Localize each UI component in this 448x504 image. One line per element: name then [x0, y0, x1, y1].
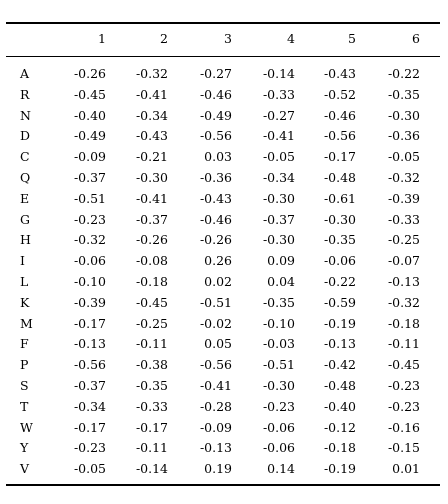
- row-label: F: [20, 336, 29, 352]
- table-row: [6, 420, 440, 441]
- table-cell: -0.38: [135, 357, 168, 373]
- table-cell: -0.42: [323, 357, 356, 373]
- table-cell: -0.26: [73, 66, 106, 81]
- table-cell: -0.43: [135, 128, 168, 144]
- table-row: [6, 108, 440, 129]
- row-label: W: [20, 419, 33, 435]
- row-label: Y: [20, 440, 29, 456]
- table-cell: -0.05: [387, 149, 420, 165]
- table-cell: 0.05: [204, 336, 232, 352]
- row-label: G: [20, 211, 30, 227]
- table-cell: -0.51: [199, 294, 232, 310]
- table-row: [6, 232, 440, 253]
- table-cell: -0.36: [199, 169, 232, 185]
- table-cell: -0.09: [199, 419, 232, 435]
- column-header: 1: [98, 31, 106, 46]
- table-cell: -0.23: [73, 211, 106, 227]
- table-cell: -0.12: [323, 419, 356, 435]
- table-cell: -0.27: [262, 107, 295, 123]
- table-cell: -0.51: [73, 190, 106, 206]
- table-row: [6, 461, 440, 482]
- table-cell: -0.56: [73, 357, 106, 373]
- table-cell: -0.27: [199, 66, 232, 81]
- row-label: D: [20, 128, 31, 144]
- table-row: [6, 253, 440, 274]
- table-cell: 0.02: [204, 273, 232, 289]
- table-cell: 0.19: [204, 461, 232, 477]
- table-cell: -0.14: [135, 461, 168, 477]
- column-header: 5: [348, 31, 356, 46]
- table-cell: -0.06: [73, 253, 106, 269]
- table-cell: -0.30: [262, 377, 295, 393]
- row-label: E: [20, 190, 30, 206]
- column-header: 6: [412, 31, 420, 46]
- table-cell: -0.26: [135, 232, 168, 248]
- row-label: L: [20, 273, 29, 289]
- row-label: P: [20, 357, 29, 373]
- table-cell: -0.09: [73, 149, 106, 165]
- header-rule: [6, 56, 440, 57]
- table-cell: -0.49: [73, 128, 106, 144]
- table-row: [6, 378, 440, 399]
- table-cell: -0.10: [262, 315, 295, 331]
- table-cell: -0.33: [135, 398, 168, 414]
- table-cell: -0.59: [323, 294, 356, 310]
- table-cell: -0.32: [387, 294, 420, 310]
- table-cell: -0.37: [135, 211, 168, 227]
- table-cell: -0.34: [135, 107, 168, 123]
- table-cell: -0.11: [387, 336, 420, 352]
- table-cell: -0.37: [73, 377, 106, 393]
- table-cell: -0.22: [387, 66, 420, 81]
- table-row: [6, 212, 440, 233]
- table-cell: -0.56: [199, 128, 232, 144]
- table-cell: -0.48: [323, 377, 356, 393]
- table-cell: -0.17: [135, 419, 168, 435]
- table-cell: -0.32: [73, 232, 106, 248]
- table-row: [6, 191, 440, 212]
- row-label: C: [20, 149, 30, 165]
- table-cell: -0.51: [262, 357, 295, 373]
- table-cell: -0.07: [387, 253, 420, 269]
- table-cell: -0.13: [323, 336, 356, 352]
- top-rule: [6, 22, 440, 24]
- table-cell: -0.30: [387, 107, 420, 123]
- table-cell: -0.17: [323, 149, 356, 165]
- table-cell: -0.23: [387, 398, 420, 414]
- table-cell: -0.56: [323, 128, 356, 144]
- table-cell: -0.10: [73, 273, 106, 289]
- table-cell: -0.22: [323, 273, 356, 289]
- row-label: S: [20, 377, 29, 393]
- table-cell: -0.06: [262, 440, 295, 456]
- table-row: [6, 316, 440, 337]
- table-cell: -0.46: [323, 107, 356, 123]
- table-row: [6, 399, 440, 420]
- row-label: M: [20, 315, 33, 331]
- table-cell: -0.13: [73, 336, 106, 352]
- table-cell: -0.23: [73, 440, 106, 456]
- table-cell: -0.13: [387, 273, 420, 289]
- row-label: V: [20, 461, 30, 477]
- table-cell: -0.43: [199, 190, 232, 206]
- table-cell: -0.16: [387, 419, 420, 435]
- table-cell: -0.30: [262, 232, 295, 248]
- table-cell: -0.56: [199, 357, 232, 373]
- table-cell: -0.30: [135, 169, 168, 185]
- table-cell: -0.30: [323, 211, 356, 227]
- table-cell: -0.35: [135, 377, 168, 393]
- table-cell: -0.37: [262, 211, 295, 227]
- table-row: [6, 128, 440, 149]
- table-cell: -0.46: [199, 86, 232, 102]
- table-cell: -0.43: [323, 66, 356, 81]
- table-cell: -0.23: [387, 377, 420, 393]
- table-cell: -0.45: [73, 86, 106, 102]
- table-row: [6, 274, 440, 295]
- table-cell: -0.35: [387, 86, 420, 102]
- table-cell: -0.26: [199, 232, 232, 248]
- table-cell: -0.36: [387, 128, 420, 144]
- column-header: 3: [224, 31, 232, 46]
- table-cell: -0.49: [199, 107, 232, 123]
- table-cell: -0.18: [387, 315, 420, 331]
- table-cell: 0.01: [392, 461, 420, 477]
- table-cell: -0.23: [262, 398, 295, 414]
- table-cell: -0.08: [135, 253, 168, 269]
- table-row: [6, 336, 440, 357]
- table-cell: -0.45: [387, 357, 420, 373]
- table-cell: -0.21: [135, 149, 168, 165]
- table-cell: -0.41: [135, 86, 168, 102]
- table-body: [6, 66, 440, 482]
- table-cell: -0.15: [387, 440, 420, 456]
- table-cell: -0.32: [135, 66, 168, 81]
- table-cell: -0.11: [135, 336, 168, 352]
- column-header: 2: [160, 31, 168, 46]
- row-label: H: [20, 232, 31, 248]
- table-row: [6, 440, 440, 461]
- table-row: [6, 66, 440, 87]
- table-row: [6, 149, 440, 170]
- table-cell: 0.04: [267, 273, 295, 289]
- table-cell: -0.06: [262, 419, 295, 435]
- table-cell: -0.39: [387, 190, 420, 206]
- table-cell: -0.33: [387, 211, 420, 227]
- table-cell: -0.61: [323, 190, 356, 206]
- table-cell: -0.46: [199, 211, 232, 227]
- table-row: [6, 87, 440, 108]
- header-row: [6, 31, 440, 47]
- table-row: [6, 357, 440, 378]
- table-cell: -0.30: [262, 190, 295, 206]
- table-cell: -0.06: [323, 253, 356, 269]
- table-cell: -0.41: [262, 128, 295, 144]
- table-cell: -0.48: [323, 169, 356, 185]
- table-cell: -0.05: [262, 149, 295, 165]
- table-cell: -0.39: [73, 294, 106, 310]
- table-cell: -0.14: [262, 66, 295, 81]
- table-cell: -0.45: [135, 294, 168, 310]
- table-cell: -0.18: [323, 440, 356, 456]
- row-label: A: [20, 66, 30, 81]
- table-cell: -0.35: [323, 232, 356, 248]
- table-row: [6, 295, 440, 316]
- table-cell: -0.19: [323, 315, 356, 331]
- table-cell: -0.52: [323, 86, 356, 102]
- table-cell: -0.17: [73, 419, 106, 435]
- row-label: R: [20, 86, 30, 102]
- table-cell: -0.34: [73, 398, 106, 414]
- table-cell: -0.19: [323, 461, 356, 477]
- column-header: 4: [287, 31, 295, 46]
- table-cell: -0.32: [387, 169, 420, 185]
- table-row: [6, 170, 440, 191]
- table-cell: -0.02: [199, 315, 232, 331]
- row-label: T: [20, 398, 29, 414]
- table-cell: -0.28: [199, 398, 232, 414]
- table-cell: -0.40: [323, 398, 356, 414]
- row-label: Q: [20, 169, 31, 185]
- table-cell: -0.40: [73, 107, 106, 123]
- table-cell: -0.34: [262, 169, 295, 185]
- table-cell: -0.18: [135, 273, 168, 289]
- table-cell: 0.14: [267, 461, 295, 477]
- table-cell: -0.37: [73, 169, 106, 185]
- table-cell: 0.03: [204, 149, 232, 165]
- table-cell: -0.25: [135, 315, 168, 331]
- table-cell: 0.09: [267, 253, 295, 269]
- table-cell: -0.41: [199, 377, 232, 393]
- table-cell: -0.11: [135, 440, 168, 456]
- table-cell: -0.03: [262, 336, 295, 352]
- table-cell: -0.41: [135, 190, 168, 206]
- table-cell: -0.35: [262, 294, 295, 310]
- row-label: N: [20, 107, 31, 123]
- table-cell: -0.17: [73, 315, 106, 331]
- row-label: K: [20, 294, 30, 310]
- bottom-rule: [6, 484, 440, 486]
- table-cell: -0.05: [73, 461, 106, 477]
- table-cell: -0.13: [199, 440, 232, 456]
- row-label: I: [20, 253, 25, 269]
- table-cell: -0.25: [387, 232, 420, 248]
- table-cell: -0.33: [262, 86, 295, 102]
- table-cell: 0.26: [204, 253, 232, 269]
